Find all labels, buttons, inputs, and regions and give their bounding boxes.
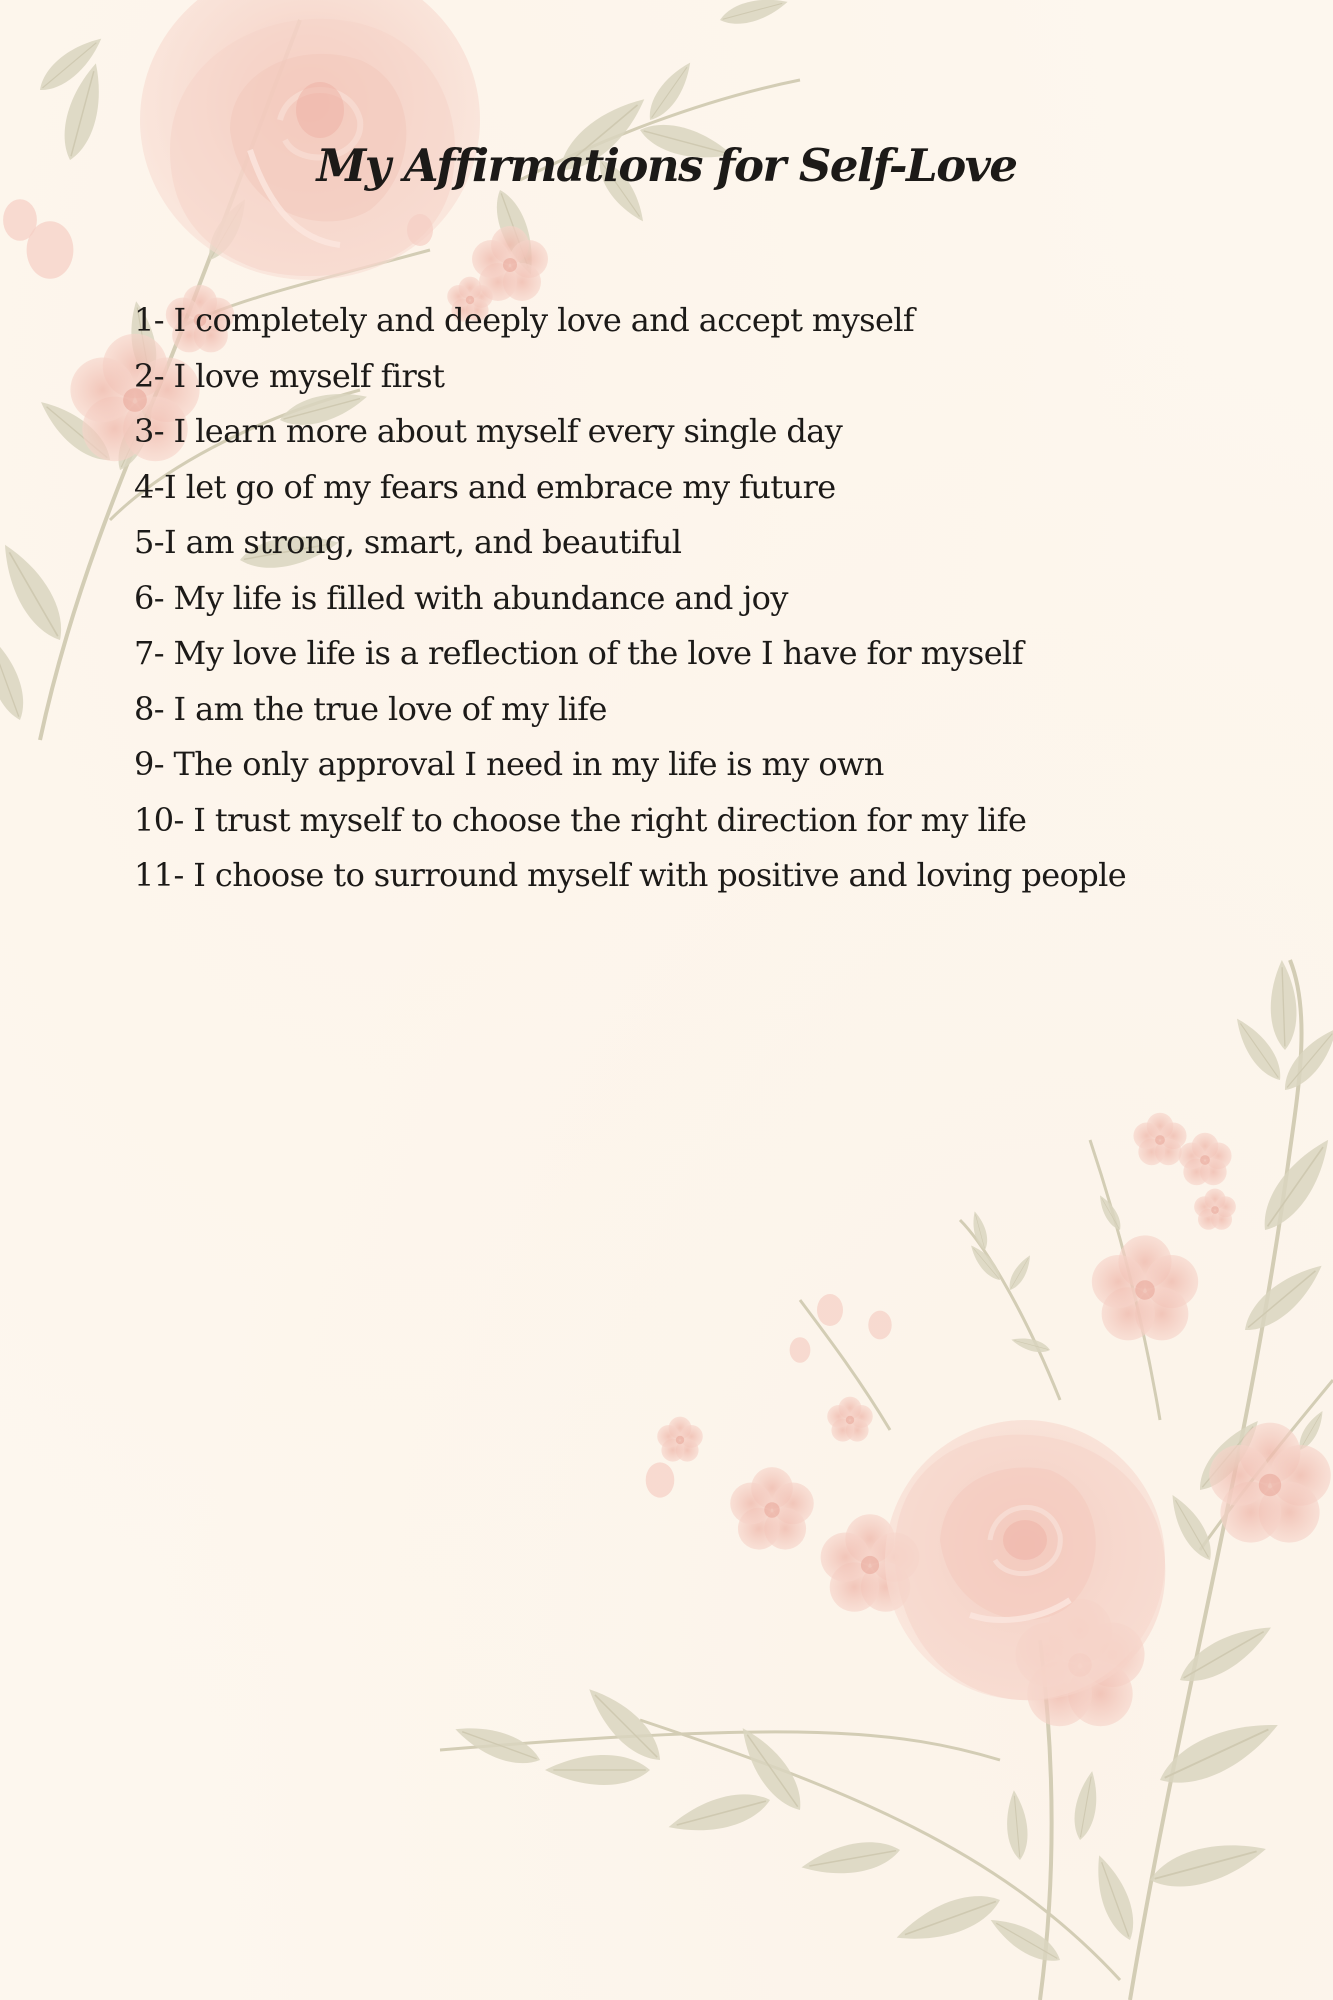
bottom-right-vines	[440, 960, 1333, 2000]
affirmation-item: 7- My love life is a reflection of the love I have for myself	[134, 634, 1023, 672]
affirmation-item: 5-I am strong, smart, and beautiful	[134, 523, 682, 561]
bottom-right-rose	[885, 1420, 1165, 1700]
page-title: My Affirmations for Self-Love	[316, 139, 1017, 193]
affirmation-item: 11- I choose to surround myself with positive and loving people	[134, 856, 1127, 894]
affirmation-item: 10- I trust myself to choose the right direction for my life	[134, 800, 1027, 839]
affirmation-item: 4-I let go of my fears and embrace my future	[134, 467, 836, 506]
affirmations-list	[134, 293, 1126, 904]
affirmation-item: 3- I learn more about myself every single day	[134, 412, 843, 450]
affirmation-item: 6- My life is filled with abundance and joy	[134, 578, 788, 617]
affirmation-item: 1- I completely and deeply love and accept myself	[134, 301, 915, 339]
affirmation-item: 8- I am the true love of my life	[134, 689, 607, 728]
affirmation-item: 9- The only approval I need in my life is my own	[134, 745, 884, 783]
affirmation-item: 2- I love myself first	[134, 356, 445, 395]
